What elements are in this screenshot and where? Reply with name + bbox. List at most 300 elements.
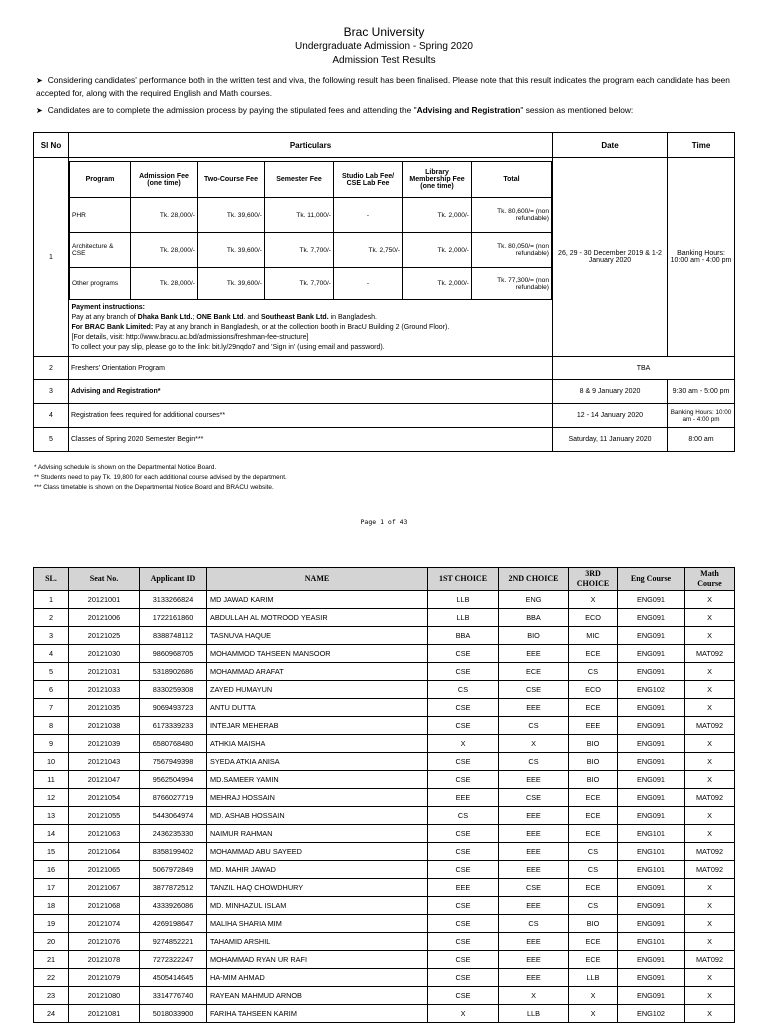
row-time: 9:30 am - 5:00 pm (668, 380, 735, 404)
table-row (34, 663, 735, 681)
payment-text: . and (243, 314, 261, 321)
table-row (34, 897, 735, 915)
cell-applicant-id: 2436235330 (140, 825, 207, 843)
cell-1st-choice: CSE (428, 843, 499, 861)
cell-seat-no: 20121081 (69, 1005, 140, 1023)
fee-library: Tk. 2,000/- (403, 198, 472, 233)
cell-applicant-id: 5018033900 (140, 1005, 207, 1023)
row-date: 12 - 14 January 2020 (553, 404, 668, 428)
table-row (34, 951, 735, 969)
cell-3rd-choice: BIO (569, 771, 618, 789)
cell-name: MOHAMMAD ARAFAT (207, 663, 428, 681)
cell-3rd-choice: BIO (569, 753, 618, 771)
table-row (34, 969, 735, 987)
table-row (34, 879, 735, 897)
cell-seat-no: 20121030 (69, 645, 140, 663)
cell-sl: 15 (34, 843, 69, 861)
table-row (34, 753, 735, 771)
cell-name: INTEJAR MEHERAB (207, 717, 428, 735)
table-row (34, 933, 735, 951)
table-row (34, 735, 735, 753)
admission-info-table (33, 132, 735, 452)
cell-3rd-choice: BIO (569, 915, 618, 933)
cell-2nd-choice: ENG (499, 591, 569, 609)
fee-two-course: Tk. 39,600/- (198, 198, 265, 233)
cell-name: SYEDA ATKIA ANISA (207, 753, 428, 771)
cell-applicant-id: 3133266824 (140, 591, 207, 609)
cell-math-course: X (685, 735, 735, 753)
cell-eng-course: ENG091 (618, 591, 685, 609)
cell-math-course: MAT092 (685, 717, 735, 735)
header-time: Time (668, 133, 735, 158)
cell-name: MALIHA SHARIA MIM (207, 915, 428, 933)
cell-applicant-id: 9860968705 (140, 645, 207, 663)
results-table (33, 567, 735, 1023)
info-row-1 (34, 158, 735, 357)
cell-2nd-choice: CSE (499, 789, 569, 807)
cell-math-course: MAT092 (685, 951, 735, 969)
cell-name: TANZIL HAQ CHOWDHURY (207, 879, 428, 897)
cell-2nd-choice: BBA (499, 609, 569, 627)
cell-2nd-choice: EEE (499, 951, 569, 969)
cell-applicant-id: 7567949398 (140, 753, 207, 771)
cell-name: MOHAMMAD ABU SAYEED (207, 843, 428, 861)
cell-applicant-id: 1722161860 (140, 609, 207, 627)
cell-3rd-choice: ECE (569, 699, 618, 717)
cell-2nd-choice: LLB (499, 1005, 569, 1023)
cell-eng-course: ENG091 (618, 753, 685, 771)
cell-2nd-choice: EEE (499, 807, 569, 825)
notice-text-2-pre: Candidates are to complete the admission process by paying the stipulated fees and attending the " (47, 105, 417, 115)
cell-2nd-choice: CS (499, 717, 569, 735)
col-2nd-choice: 2ND CHOICE (499, 568, 569, 591)
payment-instructions (70, 300, 552, 357)
fee-two-course: Tk. 39,600/- (198, 233, 265, 268)
cell-name: MD. ASHAB HOSSAIN (207, 807, 428, 825)
cell-math-course: X (685, 933, 735, 951)
fee-library: Tk. 2,000/- (403, 268, 472, 300)
fee-admission: Tk. 28,000/- (131, 233, 198, 268)
cell-eng-course: ENG091 (618, 717, 685, 735)
notice-text-2-bold: Advising and Registration (416, 105, 521, 115)
cell-sl: 12 (34, 789, 69, 807)
cell-sl: 21 (34, 951, 69, 969)
cell-seat-no: 20121055 (69, 807, 140, 825)
cell-3rd-choice: ECE (569, 879, 618, 897)
cell-math-course: X (685, 915, 735, 933)
cell-seat-no: 20121065 (69, 861, 140, 879)
cell-sl: 20 (34, 933, 69, 951)
info-row-5 (34, 428, 735, 452)
payment-text: Pay at any branch of (71, 314, 138, 321)
row-sl: 2 (34, 357, 69, 380)
cell-eng-course: ENG091 (618, 771, 685, 789)
fee-semester: Tk. 7,700/- (265, 233, 334, 268)
cell-seat-no: 20121074 (69, 915, 140, 933)
fee-lab: - (334, 268, 403, 300)
cell-applicant-id: 8330259308 (140, 681, 207, 699)
fee-program: Architecture & CSE (70, 233, 131, 268)
fee-row-other (70, 268, 552, 300)
cell-2nd-choice: EEE (499, 825, 569, 843)
bank-name: Southeast Bank Ltd. (260, 314, 329, 321)
cell-seat-no: 20121068 (69, 897, 140, 915)
cell-seat-no: 20121079 (69, 969, 140, 987)
cell-seat-no: 20121035 (69, 699, 140, 717)
cell-1st-choice: LLB (428, 609, 499, 627)
arrow-bullet-icon: ➤ (36, 76, 43, 85)
cell-1st-choice: CSE (428, 825, 499, 843)
row-sl: 4 (34, 404, 69, 428)
payment-row (70, 300, 552, 357)
cell-name: ABDULLAH AL MOTROOD YEASIR (207, 609, 428, 627)
cell-name: MEHRAJ HOSSAIN (207, 789, 428, 807)
cell-applicant-id: 8358199402 (140, 843, 207, 861)
cell-1st-choice: EEE (428, 789, 499, 807)
fee-header-row (70, 162, 552, 198)
cell-seat-no: 20121031 (69, 663, 140, 681)
cell-math-course: X (685, 825, 735, 843)
cell-2nd-choice: ECE (499, 663, 569, 681)
cell-math-course: X (685, 969, 735, 987)
cell-math-course: X (685, 591, 735, 609)
cell-applicant-id: 4269198647 (140, 915, 207, 933)
cell-math-course: X (685, 897, 735, 915)
cell-eng-course: ENG101 (618, 861, 685, 879)
cell-eng-course: ENG091 (618, 609, 685, 627)
cell-sl: 7 (34, 699, 69, 717)
admission-title: Undergraduate Admission - Spring 2020 (295, 41, 473, 52)
table-row (34, 627, 735, 645)
cell-eng-course: ENG091 (618, 897, 685, 915)
pay-slip-link[interactable]: To collect your pay slip, please go to the link: bit.ly/29nqdo7 and 'Sign in' (using email and password). (71, 344, 385, 351)
cell-sl: 17 (34, 879, 69, 897)
cell-name: MD.SAMEER YAMIN (207, 771, 428, 789)
table-row (34, 717, 735, 735)
fee-total: Tk. 77,300/= (non refundable) (472, 268, 552, 300)
fee-program: Other programs (70, 268, 131, 300)
cell-math-course: X (685, 753, 735, 771)
cell-name: TAHAMID ARSHIL (207, 933, 428, 951)
cell-math-course: X (685, 771, 735, 789)
cell-math-course: X (685, 699, 735, 717)
cell-applicant-id: 9274852221 (140, 933, 207, 951)
fee-admission: Tk. 28,000/- (131, 198, 198, 233)
results-body (34, 591, 735, 1023)
row-time: 8:00 am (668, 428, 735, 452)
cell-1st-choice: CSE (428, 951, 499, 969)
cell-2nd-choice: BIO (499, 627, 569, 645)
fee-header-admission: Admission Fee (one time) (131, 162, 198, 198)
cell-2nd-choice: EEE (499, 645, 569, 663)
cell-math-course: X (685, 987, 735, 1005)
cell-3rd-choice: CS (569, 843, 618, 861)
cell-3rd-choice: ECE (569, 807, 618, 825)
cell-eng-course: ENG091 (618, 627, 685, 645)
fee-header-total: Total (472, 162, 552, 198)
cell-2nd-choice: EEE (499, 933, 569, 951)
cell-seat-no: 20121001 (69, 591, 140, 609)
cell-name: HA-MIM AHMAD (207, 969, 428, 987)
info-header-row (34, 133, 735, 158)
row-sl: 3 (34, 380, 69, 404)
cell-eng-course: ENG091 (618, 987, 685, 1005)
cell-seat-no: 20121063 (69, 825, 140, 843)
cell-math-course: X (685, 627, 735, 645)
cell-2nd-choice: CSE (499, 681, 569, 699)
table-row (34, 1005, 735, 1023)
cell-sl: 9 (34, 735, 69, 753)
university-name: Brac University (343, 25, 425, 39)
cell-seat-no: 20121043 (69, 753, 140, 771)
col-name: NAME (207, 568, 428, 591)
cell-3rd-choice: BIO (569, 735, 618, 753)
cell-sl: 6 (34, 681, 69, 699)
cell-3rd-choice: X (569, 1005, 618, 1023)
cell-applicant-id: 3877872512 (140, 879, 207, 897)
cell-1st-choice: CSE (428, 915, 499, 933)
cell-3rd-choice: CS (569, 861, 618, 879)
row-particular: Registration fees required for additional courses** (69, 404, 553, 428)
info-row-3 (34, 380, 735, 404)
cell-1st-choice: CS (428, 681, 499, 699)
cell-seat-no: 20121076 (69, 933, 140, 951)
table-row (34, 861, 735, 879)
cell-applicant-id: 4505414645 (140, 969, 207, 987)
cell-3rd-choice: CS (569, 897, 618, 915)
cell-sl: 23 (34, 987, 69, 1005)
fee-total: Tk. 80,050/= (non refundable) (472, 233, 552, 268)
col-sl: SL. (34, 568, 69, 591)
cell-applicant-id: 5318902686 (140, 663, 207, 681)
cell-applicant-id: 5443064974 (140, 807, 207, 825)
cell-eng-course: ENG091 (618, 699, 685, 717)
cell-applicant-id: 9562504994 (140, 771, 207, 789)
cell-2nd-choice: EEE (499, 861, 569, 879)
cell-1st-choice: CS (428, 807, 499, 825)
fee-program: PHR (70, 198, 131, 233)
cell-seat-no: 20121054 (69, 789, 140, 807)
cell-3rd-choice: ECE (569, 933, 618, 951)
cell-2nd-choice: X (499, 735, 569, 753)
cell-name: TASNUVA HAQUE (207, 627, 428, 645)
row-sl: 5 (34, 428, 69, 452)
cell-3rd-choice: ECO (569, 681, 618, 699)
cell-math-course: X (685, 807, 735, 825)
cell-name: MOHAMMOD TAHSEEN MANSOOR (207, 645, 428, 663)
info-row-2 (34, 357, 735, 380)
cell-1st-choice: CSE (428, 645, 499, 663)
cell-sl: 2 (34, 609, 69, 627)
cell-1st-choice: CSE (428, 663, 499, 681)
fee-two-course: Tk. 39,600/- (198, 268, 265, 300)
cell-3rd-choice: LLB (569, 969, 618, 987)
cell-seat-no: 20121047 (69, 771, 140, 789)
cell-sl: 22 (34, 969, 69, 987)
cell-math-course: X (685, 681, 735, 699)
table-row (34, 771, 735, 789)
cell-seat-no: 20121039 (69, 735, 140, 753)
row-date: TBA (553, 357, 735, 380)
fee-header-two-course: Two-Course Fee (198, 162, 265, 198)
cell-applicant-id: 9069493723 (140, 699, 207, 717)
payment-title: Payment instructions: (71, 304, 146, 311)
table-row (34, 645, 735, 663)
cell-sl: 5 (34, 663, 69, 681)
cell-math-course: X (685, 1005, 735, 1023)
row-time: Banking Hours: 10:00 am - 4:00 pm (668, 404, 735, 428)
table-row (34, 699, 735, 717)
cell-eng-course: ENG091 (618, 807, 685, 825)
col-1st-choice: 1ST CHOICE (428, 568, 499, 591)
cell-eng-course: ENG091 (618, 969, 685, 987)
fee-header-library: Library Membership Fee (one time) (403, 162, 472, 198)
row1-sl: 1 (34, 158, 69, 357)
cell-math-course: MAT092 (685, 645, 735, 663)
cell-1st-choice: CSE (428, 897, 499, 915)
fee-header-semester: Semester Fee (265, 162, 334, 198)
cell-3rd-choice: ECE (569, 645, 618, 663)
footnote-2: ** Students need to pay Tk. 19,800 for each additional course advised by the department. (34, 474, 287, 481)
table-row (34, 987, 735, 1005)
col-3rd-choice: 3RD CHOICE (569, 568, 618, 591)
cell-sl: 8 (34, 717, 69, 735)
row1-date: 26, 29 - 30 December 2019 & 1-2 January 2020 (553, 158, 668, 357)
cell-1st-choice: CSE (428, 753, 499, 771)
cell-1st-choice: CSE (428, 933, 499, 951)
fee-library: Tk. 2,000/- (403, 233, 472, 268)
fee-lab: Tk. 2,750/- (334, 233, 403, 268)
cell-math-course: X (685, 663, 735, 681)
notice-text-1: Considering candidates' performance both in the written test and viva, the following result has been finalised. Please note that this result indicates the program each candidate has been accepted for, along with the required English and Math courses. (36, 75, 730, 98)
fee-row-phr (70, 198, 552, 233)
cell-3rd-choice: ECE (569, 951, 618, 969)
cell-sl: 3 (34, 627, 69, 645)
row-date: Saturday, 11 January 2020 (553, 428, 668, 452)
header-sl: Sl No (34, 133, 69, 158)
cell-3rd-choice: ECE (569, 825, 618, 843)
cell-eng-course: ENG091 (618, 735, 685, 753)
fee-admission: Tk. 28,000/- (131, 268, 198, 300)
cell-3rd-choice: X (569, 987, 618, 1005)
cell-3rd-choice: EEE (569, 717, 618, 735)
cell-seat-no: 20121033 (69, 681, 140, 699)
payment-text: in Bangladesh. (328, 314, 377, 321)
brac-bank-label: For BRAC Bank Limited: (71, 324, 154, 331)
cell-name: MD. MAHIR JAWAD (207, 861, 428, 879)
cell-2nd-choice: CS (499, 753, 569, 771)
table-row (34, 807, 735, 825)
fee-header-lab: Studio Lab Fee/ CSE Lab Fee (334, 162, 403, 198)
cell-1st-choice: CSE (428, 699, 499, 717)
cell-math-course: MAT092 (685, 789, 735, 807)
results-title: Admission Test Results (332, 55, 436, 66)
cell-eng-course: ENG091 (618, 951, 685, 969)
footnote-1: * Advising schedule is shown on the Departmental Notice Board. (34, 464, 217, 471)
payment-text: Pay at any branch in Bangladesh, or at the collection booth in BracU Building 2 (Ground Floor). (153, 324, 450, 331)
cell-math-course: X (685, 879, 735, 897)
cell-1st-choice: CSE (428, 987, 499, 1005)
cell-sl: 24 (34, 1005, 69, 1023)
bank-name: Dhaka Bank Ltd. (137, 314, 193, 321)
cell-seat-no: 20121064 (69, 843, 140, 861)
cell-applicant-id: 6173339233 (140, 717, 207, 735)
cell-seat-no: 20121080 (69, 987, 140, 1005)
cell-2nd-choice: EEE (499, 897, 569, 915)
cell-eng-course: ENG091 (618, 789, 685, 807)
cell-eng-course: ENG101 (618, 933, 685, 951)
cell-name: MD. MINHAZUL ISLAM (207, 897, 428, 915)
cell-seat-no: 20121025 (69, 627, 140, 645)
cell-name: ANTU DUTTA (207, 699, 428, 717)
cell-2nd-choice: X (499, 987, 569, 1005)
cell-sl: 11 (34, 771, 69, 789)
cell-sl: 16 (34, 861, 69, 879)
footnotes (34, 463, 287, 493)
cell-1st-choice: BBA (428, 627, 499, 645)
cell-sl: 18 (34, 897, 69, 915)
cell-applicant-id: 7272322247 (140, 951, 207, 969)
header-date: Date (553, 133, 668, 158)
col-eng-course: Eng Course (618, 568, 685, 591)
cell-1st-choice: X (428, 1005, 499, 1023)
page-number: Page 1 of 43 (360, 518, 408, 526)
cell-eng-course: ENG101 (618, 825, 685, 843)
cell-1st-choice: CSE (428, 969, 499, 987)
footnote-3: *** Class timetable is shown on the Departmental Notice Board and BRACU website. (34, 484, 274, 491)
table-row (34, 789, 735, 807)
fee-structure-link[interactable]: [For details, visit: http://www.bracu.ac.bd/admissions/freshman-fee-structure] (71, 334, 309, 341)
cell-3rd-choice: CS (569, 663, 618, 681)
cell-seat-no: 20121038 (69, 717, 140, 735)
cell-2nd-choice: EEE (499, 771, 569, 789)
cell-applicant-id: 4333926086 (140, 897, 207, 915)
arrow-bullet-icon: ➤ (36, 106, 43, 115)
cell-name: ATHKIA MAISHA (207, 735, 428, 753)
cell-sl: 10 (34, 753, 69, 771)
cell-sl: 14 (34, 825, 69, 843)
notice-text-2-post: " session as mentioned below: (520, 105, 634, 115)
cell-eng-course: ENG091 (618, 879, 685, 897)
cell-applicant-id: 5067972849 (140, 861, 207, 879)
cell-name: ZAYED HUMAYUN (207, 681, 428, 699)
row-particular: Advising and Registration* (69, 380, 553, 404)
cell-applicant-id: 8388748112 (140, 627, 207, 645)
fee-lab: - (334, 198, 403, 233)
cell-1st-choice: X (428, 735, 499, 753)
fee-header-program: Program (70, 162, 131, 198)
cell-eng-course: ENG102 (618, 1005, 685, 1023)
row1-time: Banking Hours: 10:00 am - 4:00 pm (668, 158, 735, 357)
cell-1st-choice: LLB (428, 591, 499, 609)
cell-sl: 4 (34, 645, 69, 663)
cell-applicant-id: 6580768480 (140, 735, 207, 753)
cell-applicant-id: 8766027719 (140, 789, 207, 807)
cell-1st-choice: CSE (428, 717, 499, 735)
fee-table (69, 161, 552, 356)
table-row (34, 843, 735, 861)
row-particular: Freshers' Orientation Program (69, 357, 553, 380)
cell-name: NAIMUR RAHMAN (207, 825, 428, 843)
results-header-row (34, 568, 735, 591)
cell-eng-course: ENG101 (618, 843, 685, 861)
cell-sl: 1 (34, 591, 69, 609)
cell-eng-course: ENG091 (618, 663, 685, 681)
info-row-4 (34, 404, 735, 428)
col-seat-no: Seat No. (69, 568, 140, 591)
table-row (34, 591, 735, 609)
cell-name: RAYEAN MAHMUD ARNOB (207, 987, 428, 1005)
